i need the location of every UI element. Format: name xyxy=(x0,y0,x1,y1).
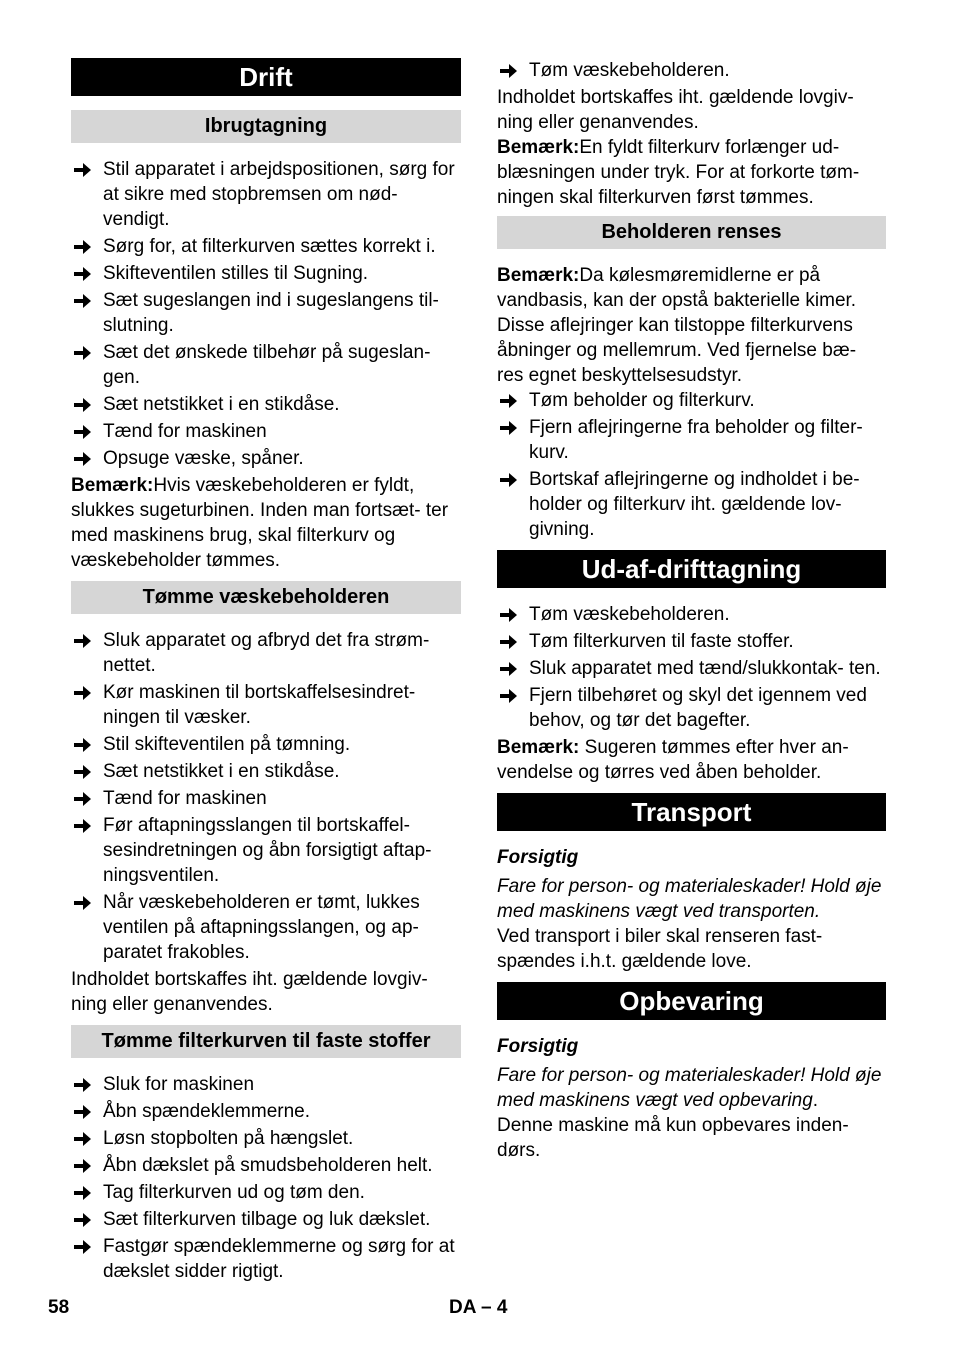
list-item xyxy=(71,890,461,965)
list-item-text: Sæt sugeslangen ind i sugeslangens til- slutning. xyxy=(103,290,439,336)
list-item xyxy=(71,1207,461,1232)
subsection-title-beholderen: Beholderen renses xyxy=(497,216,886,249)
note-label: Bemærk: xyxy=(497,737,580,758)
arrow-right-icon xyxy=(497,388,529,413)
list-item-text: Stil apparatet i arbejdspositionen, sørg for at sikre med stopbremsen om nød- vendigt. xyxy=(103,159,455,230)
arrow-right-icon xyxy=(71,1180,103,1205)
transport-caution: Forsigtig xyxy=(497,847,579,868)
arrow-right-icon xyxy=(497,602,529,627)
list-item-text: Sæt filterkurven tilbage og luk dækslet. xyxy=(103,1209,431,1230)
list-item-text: Sørg for, at filterkurven sættes korrekt i. xyxy=(103,236,436,257)
arrow-right-icon xyxy=(497,656,529,681)
note-text: En fyldt filterkurv forlænger ud- blæsningen under tryk. For at forkorte tøm- ningen skal filterkurven først tømmes. xyxy=(497,137,860,208)
arrow-right-icon xyxy=(71,680,103,730)
list-item xyxy=(71,419,461,444)
list-item-text: Fjern tilbehøret og skyl det igennem ved behov, og tør det bagefter. xyxy=(529,685,867,731)
arrow-right-icon xyxy=(71,1153,103,1178)
list-item-text: Sluk apparatet med tænd/slukkontak- ten. xyxy=(529,658,881,679)
list-item xyxy=(497,602,886,627)
list-item-text: Bortskaf aflejringerne og indholdet i be- holder og filterkurv iht. gældende lov- givning. xyxy=(529,469,860,540)
list-item-text: Fjern aflejringerne fra beholder og filter- kurv. xyxy=(529,417,863,463)
opbevaring-caution: Forsigtig xyxy=(497,1036,579,1057)
list-item xyxy=(71,628,461,678)
opbevaring-text: Denne maskine må kun opbevares inden- dørs. xyxy=(497,1115,849,1161)
list-item xyxy=(497,388,886,413)
list-item xyxy=(71,340,461,390)
arrow-right-icon xyxy=(71,419,103,444)
list-item xyxy=(71,234,461,259)
list-item-text: Opsuge væske, spåner. xyxy=(103,448,304,469)
list-item xyxy=(497,467,886,542)
filter-list xyxy=(71,1072,461,1284)
arrow-right-icon xyxy=(71,288,103,338)
note-label: Bemærk: xyxy=(497,265,580,286)
opbevaring-warning: Fare for person- og materialeskader! Hold øje med maskinens vægt ved opbevaring xyxy=(497,1065,882,1111)
arrow-right-icon xyxy=(71,340,103,390)
list-item xyxy=(71,446,461,471)
list-item-text: Når væskebeholderen er tømt, lukkes ventilen på aftapningsslangen, og ap- paratet frakobles. xyxy=(103,892,420,963)
note-label: Bemærk: xyxy=(497,137,580,158)
left-column xyxy=(71,58,461,1286)
note-text: Hvis væskebeholderen er fyldt, slukkes sugeturbinen. Inden man fortsæt- ter med maskinens brug, skal filterkurv og væskebeholder tømmes. xyxy=(71,475,449,571)
list-item xyxy=(71,288,461,338)
section-title-udaf: Ud-af-drifttagning xyxy=(497,550,886,588)
page-number: 58 xyxy=(48,1297,70,1318)
section-title-opbevaring: Opbevaring xyxy=(497,982,886,1020)
list-item xyxy=(71,732,461,757)
list-item-text: Åbn spændeklemmerne. xyxy=(103,1101,310,1122)
subsection-title-filterkurven: Tømme filterkurven til faste stoffer xyxy=(71,1025,461,1058)
list-item-text: Sæt netstikket i en stikdåse. xyxy=(103,394,340,415)
arrow-right-icon xyxy=(71,1207,103,1232)
subsection-title-ibrugtagning: Ibrugtagning xyxy=(71,110,461,143)
list-item-text: Kør maskinen til bortskaffelsesindret- ningen til væsker. xyxy=(103,682,416,728)
note-filterkurv xyxy=(497,135,886,210)
arrow-right-icon xyxy=(71,234,103,259)
list-item xyxy=(71,786,461,811)
list-item-text: Tøm væskebeholderen. xyxy=(529,604,730,625)
list-item xyxy=(497,629,886,654)
list-item xyxy=(71,759,461,784)
list-item-text: Tænd for maskinen xyxy=(103,421,267,442)
list-item xyxy=(71,1153,461,1178)
tomme-list xyxy=(71,628,461,965)
arrow-right-icon xyxy=(71,813,103,888)
list-item-text: Åbn dækslet på smudsbeholderen helt. xyxy=(103,1155,433,1176)
note-udaf xyxy=(497,735,886,785)
list-item xyxy=(71,680,461,730)
list-item xyxy=(497,415,886,465)
arrow-right-icon xyxy=(71,759,103,784)
arrow-right-icon xyxy=(71,392,103,417)
list-item xyxy=(71,813,461,888)
udaf-list xyxy=(497,602,886,733)
arrow-right-icon xyxy=(71,1234,103,1284)
subsection-title-tomme: Tømme væskebeholderen xyxy=(71,581,461,614)
arrow-right-icon xyxy=(497,415,529,465)
list-item xyxy=(71,1126,461,1151)
list-item xyxy=(71,1099,461,1124)
right-column xyxy=(497,58,886,1163)
note-ibrugtagning xyxy=(71,473,461,573)
arrow-right-icon xyxy=(71,1099,103,1124)
beholder-list xyxy=(497,388,886,542)
arrow-right-icon xyxy=(497,58,529,83)
list-item-text: Sluk apparatet og afbryd det fra strøm- nettet. xyxy=(103,630,430,676)
list-item-text: Tøm beholder og filterkurv. xyxy=(529,390,755,411)
list-item xyxy=(71,1072,461,1097)
tomme-paragraph: Indholdet bortskaffes iht. gældende lovgiv- ning eller genanvendes. xyxy=(71,969,428,1015)
arrow-right-icon xyxy=(71,786,103,811)
arrow-right-icon xyxy=(71,261,103,286)
list-item xyxy=(71,1234,461,1284)
list-item-text: Løsn stopbolten på hængslet. xyxy=(103,1128,354,1149)
arrow-right-icon xyxy=(71,446,103,471)
arrow-right-icon xyxy=(71,1126,103,1151)
top-paragraph: Indholdet bortskaffes iht. gældende lovgiv- ning eller genanvendes. xyxy=(497,87,854,133)
arrow-right-icon xyxy=(71,1072,103,1097)
arrow-right-icon xyxy=(497,467,529,542)
arrow-right-icon xyxy=(71,890,103,965)
top-list xyxy=(497,58,886,83)
arrow-right-icon xyxy=(497,683,529,733)
list-item-text: Skifteventilen stilles til Sugning. xyxy=(103,263,369,284)
list-item-text: Stil skifteventilen på tømning. xyxy=(103,734,351,755)
transport-warning: Fare for person- og materialeskader! Hold øje med maskinens vægt ved transporten. xyxy=(497,876,882,922)
section-title-drift: Drift xyxy=(71,58,461,96)
list-item xyxy=(71,261,461,286)
list-item-text: Sæt det ønskede tilbehør på sugeslan- gen. xyxy=(103,342,431,388)
list-item xyxy=(71,157,461,232)
arrow-right-icon xyxy=(71,157,103,232)
list-item-text: Tøm filterkurven til faste stoffer. xyxy=(529,631,794,652)
note-text: Da kølesmøremidlerne er på vandbasis, kan der opstå bakterielle kimer. Disse aflejringer kan tilstoppe filterkurvens åbninger og mellemrum. Ved fjernelse bæ- res egnet beskyttelsesudstyr. xyxy=(497,265,857,386)
note-beholderen xyxy=(497,263,886,388)
arrow-right-icon xyxy=(71,732,103,757)
list-item xyxy=(497,58,886,83)
list-item xyxy=(497,683,886,733)
list-item xyxy=(71,392,461,417)
list-item-text: Tænd for maskinen xyxy=(103,788,267,809)
arrow-right-icon xyxy=(497,629,529,654)
list-item-text: Sluk for maskinen xyxy=(103,1074,255,1095)
list-item-text: Fastgør spændeklemmerne og sørg for at dækslet sidder rigtigt. xyxy=(103,1236,455,1282)
section-title-transport: Transport xyxy=(497,793,886,831)
list-item xyxy=(71,1180,461,1205)
ibrugtagning-list xyxy=(71,157,461,471)
list-item-text: Før aftapningsslangen til bortskaffel- sesindretningen og åbn forsigtigt aftap- ningsventilen. xyxy=(103,815,432,886)
note-label: Bemærk: xyxy=(71,475,154,496)
list-item xyxy=(497,656,886,681)
note-text: Sugeren tømmes efter hver an- vendelse og tørres ved åben beholder. xyxy=(497,737,849,783)
opbevaring-warning-line xyxy=(497,1063,886,1113)
list-item-text: Tag filterkurven ud og tøm den. xyxy=(103,1182,365,1203)
list-item-text: Sæt netstikket i en stikdåse. xyxy=(103,761,340,782)
arrow-right-icon xyxy=(71,628,103,678)
list-item-text: Tøm væskebeholderen. xyxy=(529,60,730,81)
language-page-code: DA – 4 xyxy=(449,1297,508,1318)
opbevaring-period: . xyxy=(812,1090,819,1111)
transport-text: Ved transport i biler skal renseren fast- spændes i.h.t. gældende love. xyxy=(497,926,823,972)
